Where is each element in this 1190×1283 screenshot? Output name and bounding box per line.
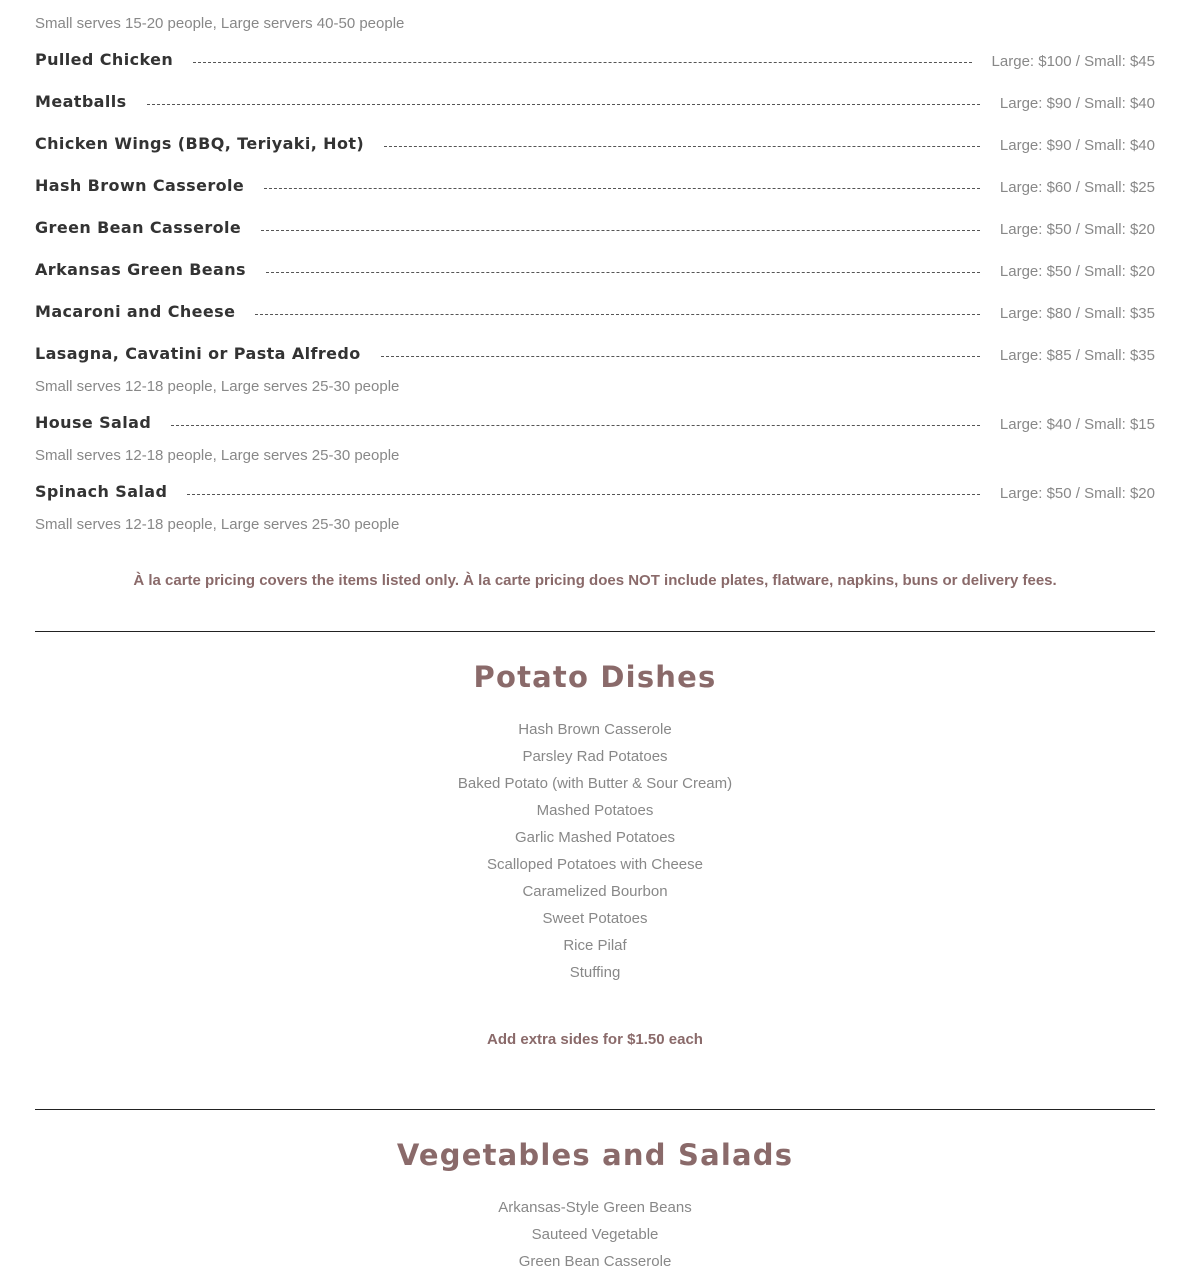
menu-item-name: Lasagna, Cavatini or Pasta Alfredo <box>35 343 361 363</box>
list-item: Green Bean Casserole <box>518 1253 672 1270</box>
dotted-leader <box>193 62 971 63</box>
dotted-leader <box>187 494 980 495</box>
dotted-leader <box>266 272 980 273</box>
list-item: Caramelized Bourbon <box>522 883 668 900</box>
menu-item <box>35 257 1155 281</box>
dotted-leader <box>147 104 980 105</box>
serving-note: Small serves 12-18 people, Large serves 25-30 people <box>35 516 400 533</box>
potato-list <box>35 716 1155 986</box>
dotted-leader <box>255 314 980 315</box>
list-item: Stuffing <box>569 964 621 981</box>
dotted-leader <box>264 188 980 189</box>
extra-sides-note: Add extra sides for $1.50 each <box>487 1031 703 1048</box>
menu-item <box>35 173 1155 197</box>
list-item: Rice Pilaf <box>563 937 627 954</box>
menu-item-price: Large: $85 / Small: $35 <box>999 346 1155 364</box>
dotted-leader <box>384 146 980 147</box>
menu-item-name: Chicken Wings (BBQ, Teriyaki, Hot) <box>35 133 365 153</box>
serving-note: Small serves 12-18 people, Large serves 25-30 people <box>35 378 400 395</box>
dotted-leader <box>261 230 980 231</box>
menu-item <box>35 410 1155 434</box>
menu-item-price: Large: $60 / Small: $25 <box>999 178 1155 196</box>
menu-item-name: Hash Brown Casserole <box>35 175 245 195</box>
list-item: Baked Potato (with Butter & Sour Cream) <box>457 775 733 792</box>
menu-item-name: Macaroni and Cheese <box>35 301 236 321</box>
menu-item-name: Arkansas Green Beans <box>35 259 246 279</box>
list-item: Garlic Mashed Potatoes <box>514 829 676 846</box>
menu-item-price: Large: $90 / Small: $40 <box>999 94 1155 112</box>
menu-item <box>35 89 1155 113</box>
list-item: Mashed Potatoes <box>536 802 654 819</box>
menu-item-name: House Salad <box>35 412 152 432</box>
list-item: Hash Brown Casserole <box>518 721 672 738</box>
section-divider <box>35 1109 1155 1110</box>
menu-item-price: Large: $50 / Small: $20 <box>999 262 1155 280</box>
dotted-leader <box>381 356 980 357</box>
menu-item <box>35 479 1155 503</box>
pricing-disclaimer: À la carte pricing covers the items listed only. À la carte pricing does NOT include plates, flatware, napkins, buns or delivery fees. <box>133 572 1057 589</box>
menu-item <box>35 131 1155 155</box>
menu-item <box>35 299 1155 323</box>
section-title-potato: Potato Dishes <box>473 660 717 694</box>
menu-item-name: Pulled Chicken <box>35 49 174 69</box>
menu-item-name: Spinach Salad <box>35 481 168 501</box>
menu-item-price: Large: $50 / Small: $20 <box>999 220 1155 238</box>
menu-item <box>35 47 1155 71</box>
menu-item-price: Large: $80 / Small: $35 <box>999 304 1155 322</box>
section-divider <box>35 631 1155 632</box>
list-item: Arkansas-Style Green Beans <box>498 1199 692 1216</box>
menu-item-name: Green Bean Casserole <box>35 217 242 237</box>
menu-item-price: Large: $90 / Small: $40 <box>999 136 1155 154</box>
list-item: Sauteed Vegetable <box>531 1226 659 1243</box>
vegetables-list <box>35 1194 1155 1275</box>
serving-note: Small serves 15-20 people, Large servers 40-50 people <box>35 15 405 32</box>
list-item: Sweet Potatoes <box>542 910 648 927</box>
menu-item-price: Large: $50 / Small: $20 <box>999 484 1155 502</box>
serving-note: Small serves 12-18 people, Large serves 25-30 people <box>35 447 400 464</box>
list-item: Scalloped Potatoes with Cheese <box>487 856 703 873</box>
menu-item <box>35 341 1155 365</box>
list-item: Parsley Rad Potatoes <box>522 748 668 765</box>
dotted-leader <box>171 425 980 426</box>
menu-item-price: Large: $100 / Small: $45 <box>991 52 1155 70</box>
menu-item-name: Meatballs <box>35 91 127 111</box>
menu-item <box>35 215 1155 239</box>
section-title-vegetables: Vegetables and Salads <box>396 1138 794 1172</box>
menu-item-price: Large: $40 / Small: $15 <box>999 415 1155 433</box>
